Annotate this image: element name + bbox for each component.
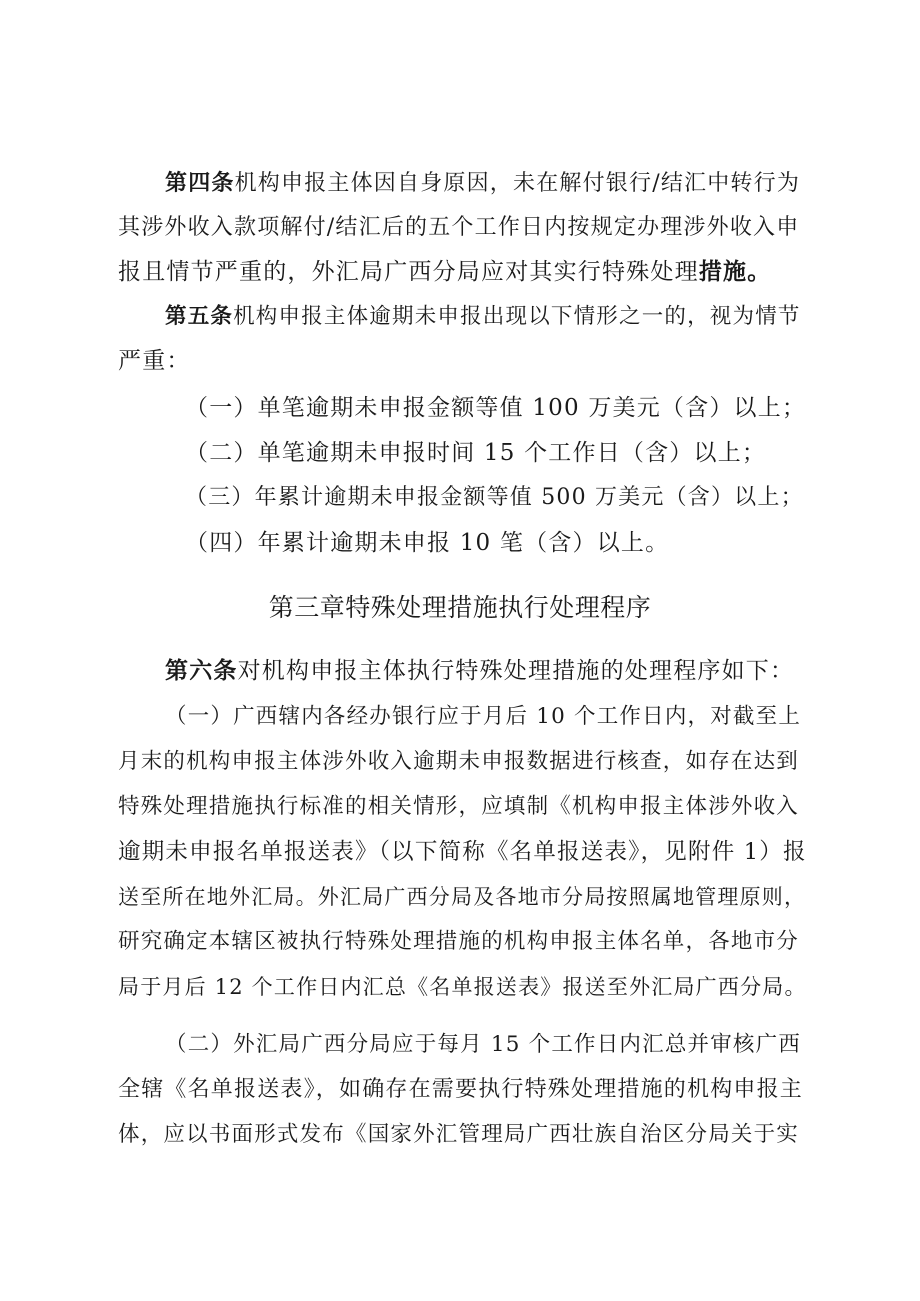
article-4-text-1: 机构申报主体因自身原因，未在解付银行/结汇中转行为 [234,171,801,196]
article-4-label: 第四条 [165,170,235,196]
article-6-para1-line-4: 逾期未申报名单报送表》（以下简称《名单报送表》，见附件 1）报 [118,839,807,865]
article-6-para1-line-7: 局于月后 12 个工作日内汇总《名单报送表》报送至外汇局广西分局。 [118,975,807,999]
article-5-item-3: （三）年累计逾期未申报金额等值 500 万美元（含）以上； [185,485,804,510]
article-5-label: 第五条 [165,304,234,329]
article-4-line-2: 其涉外收入款项解付/结汇后的五个工作日内按规定办理涉外收入申 [118,215,800,240]
article-5-item-4: （四）年累计逾期未申报 10 笔（含）以上。 [185,530,670,556]
chapter-3-title: 第三章特殊处理措施执行处理程序 [268,593,652,622]
article-5-line-1 [165,302,808,332]
article-6-para1-line-1: （一）广西辖内各经办银行应于月后 10 个工作日内，对截至上 [165,704,802,729]
article-5-item-1: （一）单笔逾期未申报金额等值 100 万美元（含）以上； [185,395,807,421]
article-4-text-3b: 措施。 [698,258,772,285]
article-5-text-1: 机构申报主体逾期未申报出现以下情形之一的，视为情节 [233,304,801,329]
article-6-text-1: 对机构申报主体执行特殊处理措施的处理程序如下： [237,658,795,684]
article-6-para1-line-2: 月末的机构申报主体涉外收入逾期未申报数据进行核查，如存在达到 [118,749,800,774]
article-6-para2-line-3: 体，应以书面形式发布《国家外汇管理局广西壮族自治区分局关于实 [118,1122,800,1147]
article-6-para2-line-1: （二）外汇局广西分局应于每月 15 个工作日内汇总并审核广西 [165,1032,802,1057]
article-6-label: 第六条 [165,657,238,684]
article-6-para2-line-2: 全辖《名单报送表》，如确存在需要执行特殊处理措施的机构申报主 [118,1077,804,1102]
article-5-item-2: （二）单笔逾期未申报时间 15 个工作日（含）以上； [185,440,767,466]
article-4-text-3a: 报且情节严重的，外汇局广西分局应对其实行特殊处理 [118,259,699,285]
article-6-line-1 [165,656,808,686]
article-5-line-2: 严重： [118,348,191,374]
article-6-para1-line-5: 送至所在地外汇局。外汇局广西分局及各地市分局按照属地管理原则， [118,885,807,909]
article-4-line-1 [165,168,808,199]
article-4-line-3 [118,257,808,287]
article-6-para1-line-6: 研究确定本辖区被执行特殊处理措施的机构申报主体名单，各地市分 [118,929,800,954]
article-6-para1-line-3: 特殊处理措施执行标准的相关情形，应填制《机构申报主体涉外收入 [118,794,800,819]
